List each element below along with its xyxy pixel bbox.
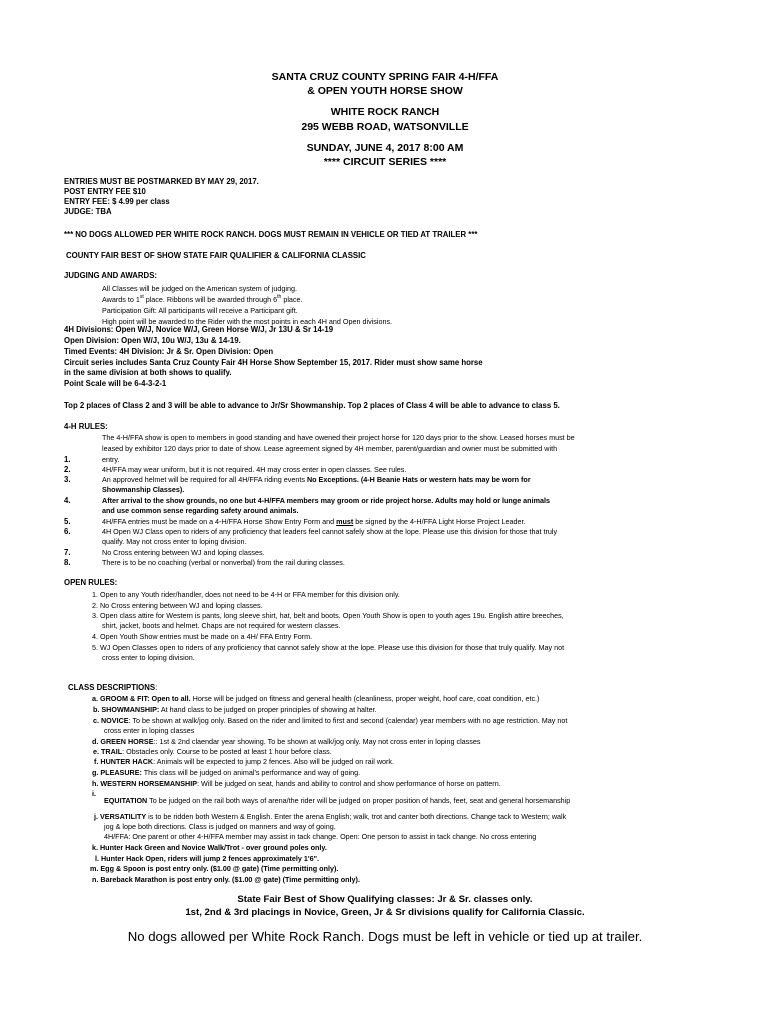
rule-3-line-2: Showmanship Classes). [102,485,185,494]
rule-7: No Cross entering between WJ and loping classes. [102,548,265,557]
entry-fee: ENTRY FEE: $ 4.99 per class [64,197,170,206]
rules-4h-heading: 4-H RULES: [64,422,108,431]
circuit-series: **** CIRCUIT SERIES **** [323,156,447,168]
open-rule-1: 1. Open to any Youth rider/handler, does not need to be 4-H or FFA member for this division only. [92,590,400,599]
rule-number-3: 3. [64,475,71,484]
title-line-2: & OPEN YOUTH HORSE SHOW [307,85,463,97]
judging-line-1: All Classes will be judged on the American system of judging. [102,284,297,293]
class-m: m. Egg & Spoon is post entry only. ($1.00 @ gate) (Time permitting only). [90,864,339,873]
class-a: a. GROOM & FIT: Open to all. Horse will be judged on fitness and general health (cleanliness, proper weight, hoof care, coat condition, etc.) [92,694,540,703]
venue-name: WHITE ROCK RANCH [330,106,440,118]
class-j-line-3: 4H/FFA: One parent or other 4-H/FFA member may assist in tack change. Open: One person to assist in tack change. No cross entering [104,832,537,841]
divisions-4h: 4H Divisions: Open W/J, Novice W/J, Green Horse W/J, Jr 13U & Sr 14-19 [64,325,334,334]
open-rule-3-line-1: 3. Open class attire for Western is pants, long sleeve shirt, hat, belt and boots. Open Youth Show is open to youth ages 19u. English attire breeches, [92,611,564,620]
judge: JUDGE: TBA [64,207,112,216]
rule-number-4: 4. [64,496,71,505]
rule-number-6: 6. [64,527,71,536]
title-line-1: SANTA CRUZ COUNTY SPRING FAIR 4-H/FFA [271,71,499,83]
class-e: e. TRAIL: Obstacles only. Course to be posted at least 1 hour before class. [93,747,332,756]
open-rule-4: 4. Open Youth Show entries must be made on a 4H/ FFA Entry Form. [92,632,313,641]
rule-number-8: 8. [64,558,71,567]
rule-1-line-1: The 4-H/FFA show is open to members in good standing and have owened their project horse for 120 days prior to the show. Leased horses must be [102,433,575,442]
judging-line-2: Awards to 1st place. Ribbons will be awarded through 6th place. [102,294,303,304]
judging-line-3: Participation Gift: All participants will receive a Participant gift. [102,306,298,315]
rule-1-line-3: entry. [102,455,120,464]
timed-events: Timed Events: 4H Division: Jr & Sr. Open Division: Open [64,347,274,356]
judging-line-4: High point will be awarded to the Rider with the most points in each 4H and Open divisions. [102,317,393,326]
class-descriptions-heading: CLASS DESCRIPTIONS: [68,683,158,692]
rule-3-line-1: An approved helmet will be required for all 4H/FFA riding events No Exceptions. (4-H Beanie Hats or western hats may be worn for [102,475,531,484]
advance-note: Top 2 places of Class 2 and 3 will be able to advance to Jr/Sr Showmanship. Top 2 places of Class 4 will be able to advance to class 5. [64,401,560,410]
open-rule-5-line-2: cross enter to loping division. [102,653,195,662]
rule-4-line-2: and use common sense regarding safety around animals. [102,506,299,515]
rule-1-line-2: leased by exhibitor 120 days prior to date of show. Lease agreement signed by 4H member, parent/guardian and owner must be submitted with [102,444,558,453]
class-f: f. HUNTER HACK: Animals will be expected to jump 2 fences. Also will be judged on rail work. [94,757,394,766]
rule-6-line-1: 4H Open WJ Class open to riders of any proficiency that leaders feel cannot safely show at the lope. Please use this division for those that truly [102,527,558,536]
class-c: c. NOVICE: To be shown at walk/jog only. Based on the rider and limited to first and second (calendar) year members with no age restriction. May not [93,716,568,725]
state-fair-note: State Fair Best of Show Qualifying classes: Jr & Sr. classes only. [237,894,533,905]
class-b: b. SHOWMANSHIP: At hand class to be judged on proper principles of showing at halter. [93,705,377,714]
dogs-notice: *** NO DOGS ALLOWED PER WHITE ROCK RANCH. DOGS MUST REMAIN IN VEHICLE OR TIED AT TRAILER *** [64,230,478,239]
entry-deadline: ENTRIES MUST BE POSTMARKED BY MAY 29, 2017. [64,177,259,186]
rule-number-2: 2. [64,465,71,474]
circuit-series-line-2: in the same division at both shows to qualify. [64,368,232,377]
class-l: l. Hunter Hack Open, riders will jump 2 fences approximately 1'6". [95,854,320,863]
rule-6-line-2: qualify. May not cross enter to loping division. [102,537,247,546]
post-entry-fee: POST ENTRY FEE $10 [64,187,146,196]
class-j-line-2: jog & lope both directions. Class is judged on manners and way of going. [104,822,336,831]
class-k: k. Hunter Hack Green and Novice Walk/Trot - over ground poles only. [92,843,327,852]
rule-number-1: 1. [64,455,71,464]
class-g: g. PLEASURE: This class will be judged on animal's performance and way of going. [92,768,361,777]
open-rule-2: 2. No Cross entering between WJ and loping classes. [92,601,263,610]
open-rules-heading: OPEN RULES: [64,578,118,587]
class-c-line-2: cross enter in loping classes [104,726,195,735]
class-h: h. WESTERN HORSEMANSHIP: Will be judged on seat, hands and ability to control and show performance of horse on pattern. [92,779,501,788]
open-rule-5-line-1: 5. WJ Open Classes open to riders of any proficiency that cannot safely show at the lope. Please use this division for those that truly qualify. May not [92,643,565,652]
open-rule-3-line-2: shirt, jacket, boots and helmet. Chaps are not required for western classes. [102,621,341,630]
class-d: d. GREEN HORSE:: 1st & 2nd claendar year showing. To be shown at walk/jog only. May not cross enter in loping classes [92,737,481,746]
footer-dogs-notice: No dogs allowed per White Rock Ranch. Dogs must be left in vehicle or tied up at trailer. [127,929,643,944]
judging-heading: JUDGING AND AWARDS: [64,271,157,280]
qualifier-heading: COUNTY FAIR BEST OF SHOW STATE FAIR QUALIFIER & CALIFORNIA CLASSIC [66,251,366,260]
venue-address: 295 WEBB ROAD, WATSONVILLE [301,121,469,133]
divisions-open: Open Division: Open W/J, 10u W/J, 13u & 14-19. [64,336,241,345]
class-i-label: i. [92,789,96,798]
rule-8: There is to be no coaching (verbal or nonverbal) from the rail during classes. [102,558,345,567]
circuit-series-line-1: Circuit series includes Santa Cruz County Fair 4H Horse Show September 15, 2017. Rider must show same horse [64,358,483,367]
rule-2: 4H/FFA may wear uniform, but it is not required. 4H may cross enter in open classes. See rules. [102,465,407,474]
class-i: EQUITATION To be judged on the rail both ways of arena/the rider will be judged on proper position of hands, feet, seat and general horsemanship [104,796,571,805]
class-n: n. Bareback Marathon is post entry only. ($1.00 @ gate) (Time permitting only). [92,875,360,884]
class-j: j. VERSATILITY is to be ridden both Western & English. Enter the arena English; walk, trot and canter both directions. Change tack to Western; walk [94,812,567,821]
rule-5: 4H/FFA entries must be made on a 4-H/FFA Horse Show Entry Form and must be signed by the 4-H/FFA Light Horse Project Leader. [102,517,526,526]
rule-4-line-1: After arrival to the show grounds, no one but 4-H/FFA members may groom or ride project horse. Adults may hold or lunge animals [102,496,550,505]
california-classic-note: 1st, 2nd & 3rd placings in Novice, Green, Jr & Sr divisions qualify for California Classic. [185,907,585,918]
rule-number-5: 5. [64,517,71,526]
point-scale: Point Scale will be 6-4-3-2-1 [64,379,167,388]
show-date: SUNDAY, JUNE 4, 2017 8:00 AM [306,142,464,154]
rule-number-7: 7. [64,548,71,557]
